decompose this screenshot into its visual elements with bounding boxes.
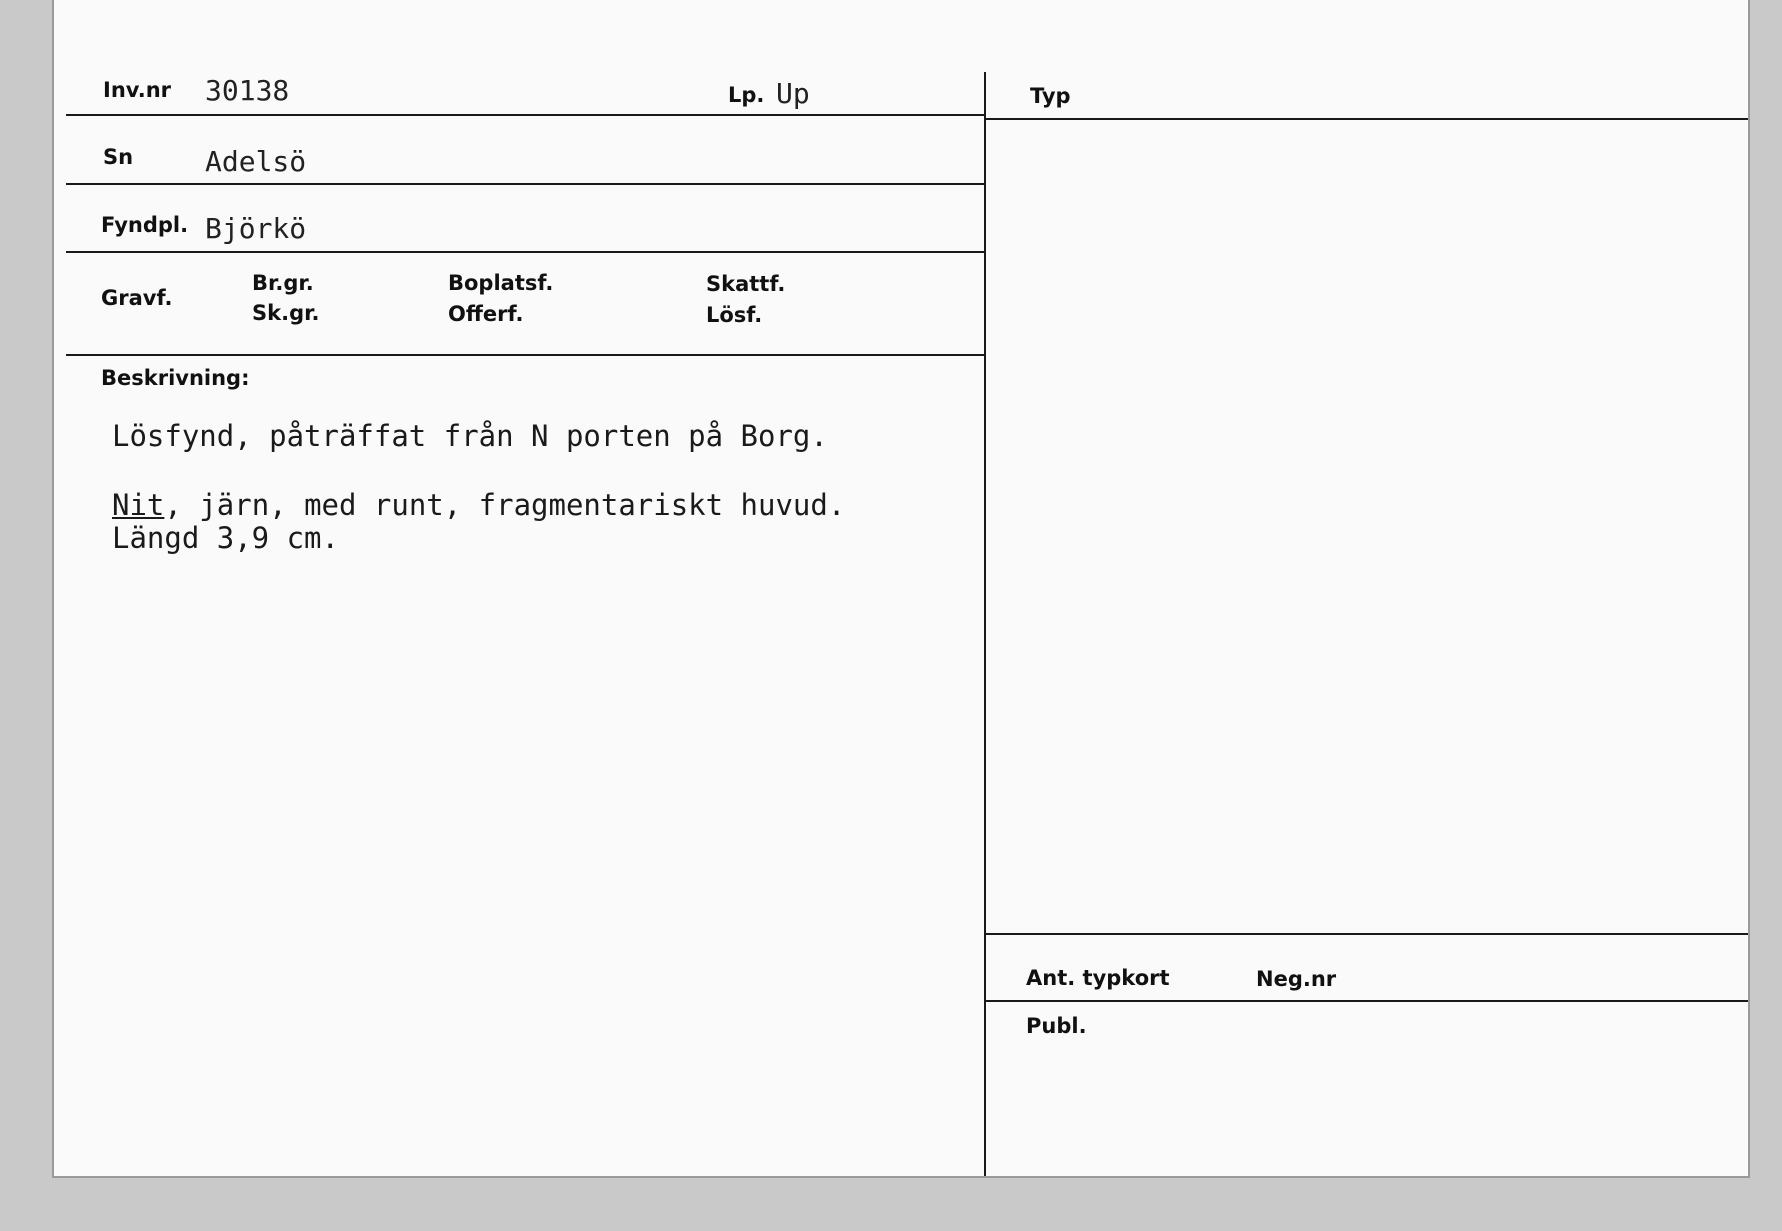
rule-gravf: [66, 354, 984, 356]
publ-label: Publ.: [1026, 1014, 1087, 1038]
fyndpl-label: Fyndpl.: [101, 213, 189, 237]
sn-label: Sn: [103, 145, 134, 169]
description-line-2-rest: , järn, med runt, fragmentariskt huvud.: [164, 488, 846, 522]
skattf-label: Skattf.: [706, 272, 786, 296]
rule-ant-bottom: [986, 1000, 1748, 1002]
rule-inv: [66, 114, 984, 116]
description-keyword: Nit: [112, 488, 165, 522]
inv-nr-label: Inv.nr: [103, 78, 172, 102]
skgr-label: Sk.gr.: [252, 301, 320, 325]
neg-nr-label: Neg.nr: [1256, 967, 1337, 991]
losf-label: Lösf.: [706, 303, 763, 327]
boplatsf-label: Boplatsf.: [448, 271, 554, 295]
sn-value: Adelsö: [205, 145, 307, 178]
gravf-label: Gravf.: [101, 286, 173, 310]
description-line-1: Lösfynd, påträffat från N porten på Borg.: [112, 419, 828, 453]
rule-sn: [66, 183, 984, 185]
rule-ant-top: [986, 933, 1748, 935]
beskrivning-label: Beskrivning:: [101, 366, 250, 390]
typ-label: Typ: [1030, 84, 1071, 108]
brgr-label: Br.gr.: [252, 271, 314, 295]
lp-label: Lp.: [728, 83, 765, 107]
column-divider: [984, 72, 986, 1176]
rule-fyndpl: [66, 251, 984, 253]
rule-typ: [986, 118, 1748, 120]
offerf-label: Offerf.: [448, 302, 524, 326]
description-line-2: [112, 488, 845, 522]
lp-value: Up: [776, 77, 810, 110]
inv-nr-value: 30138: [205, 74, 290, 107]
description-line-3: Längd 3,9 cm.: [112, 521, 339, 555]
ant-typkort-label: Ant. typkort: [1026, 966, 1170, 990]
fyndpl-value: Björkö: [205, 212, 307, 245]
